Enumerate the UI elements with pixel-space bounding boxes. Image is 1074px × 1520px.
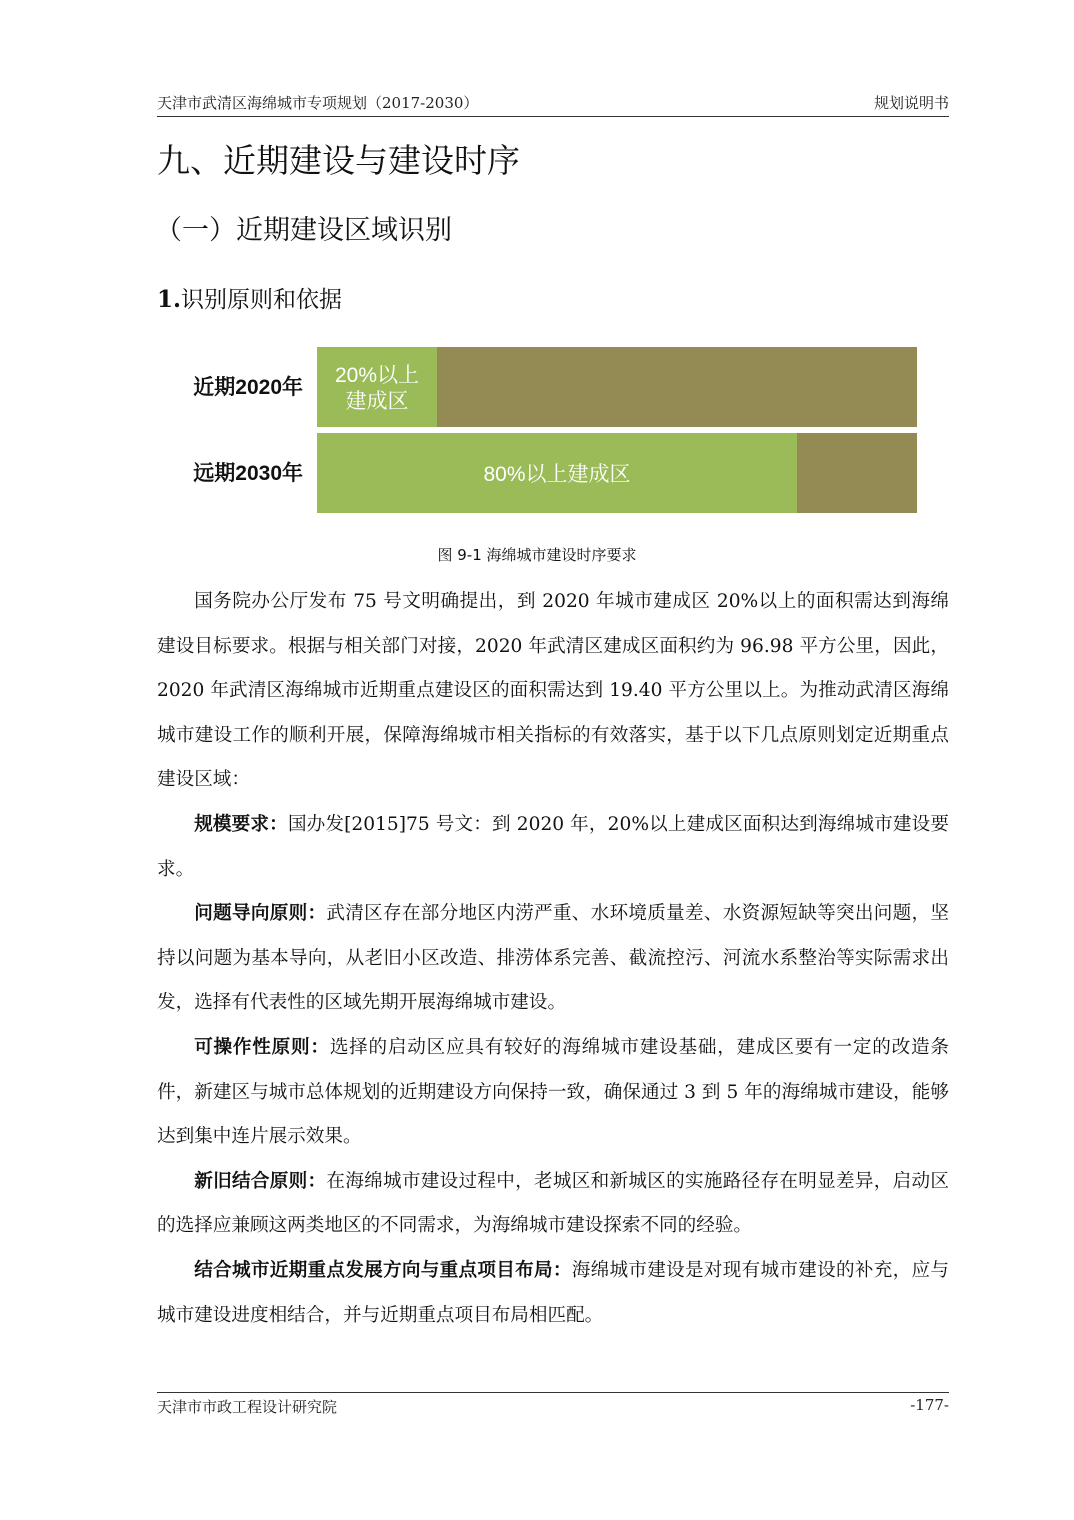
chapter-title: 九、近期建设与建设时序: [157, 141, 520, 180]
figure-caption: 图 9-1 海绵城市建设时序要求: [437, 546, 637, 564]
data-label: 20%以上: [334, 364, 420, 387]
page-header: [157, 92, 949, 116]
paragraph-text: 武清区存在部分地区内涝严重、水环境质量差、水资源短缺等突出问题，坚持以问题为基本导向，从老旧小区改造、排涝体系完善、截流控污、河流水系整治等实际需求出发，选择有代表性的区域先期开展海绵城市建设。: [157, 903, 949, 1014]
header-rule: [157, 116, 949, 117]
paragraph: [157, 1249, 949, 1338]
paragraph-lead: 规模要求：: [194, 813, 288, 835]
header-title: 天津市武清区海绵城市专项规划（2017-2030）: [157, 94, 479, 112]
paragraph: [157, 803, 949, 892]
paragraph: [157, 1160, 949, 1249]
category-label: 远期2030年: [193, 462, 303, 485]
footer-rule: [157, 1392, 949, 1393]
subsection-text: 识别原则和依据: [181, 287, 343, 313]
bar-segment: [317, 347, 437, 427]
paragraph-lead: 问题导向原则：: [194, 903, 327, 925]
paragraph-text: 选择的启动区应具有较好的海绵城市建设基础，建成区要有一定的改造条件，新建区与城市总体规划的近期建设方向保持一致，确保通过 3 到 5 年的海绵城市建设，能够达到集中连片展示效果。: [157, 1036, 949, 1148]
section-title: （一）近期建设区域识别: [155, 215, 452, 246]
category-label: 近期2020年: [193, 376, 303, 399]
paragraph-text: 国办发[2015]75 号文：到 2020 年，20%以上建成区面积达到海绵城市建设要求。: [157, 813, 949, 880]
footer-org: 天津市市政工程设计研究院: [157, 1398, 338, 1416]
paragraph-lead: 可操作性原则：: [194, 1036, 330, 1058]
paragraph-text: 在海绵城市建设过程中，老城区和新城区的实施路径存在明显差异，启动区的选择应兼顾这两类地区的不同需求，为海绵城市建设探索不同的经验。: [157, 1170, 949, 1237]
paragraph-text: 国务院办公厅发布 75 号文明确提出，到 2020 年城市建成区 20%以上的面积需达到海绵建设目标要求。根据与相关部门对接，2020 年武清区建成区面积约为 96.98 平方公里，因此，2020 年武清区海绵城市近期重点建设区的面积需达到 19.40 平方公里以上。为推动武清区海绵城市建设工作的顺利开展，保障海绵城市相关指标的有效落实，基于以下几点原则划定近期重点建设区域：: [157, 591, 949, 791]
page-number: -177-: [910, 1396, 949, 1414]
paragraph-lead: 新旧结合原则：: [194, 1170, 327, 1192]
page-footer: [157, 1396, 949, 1420]
bar-segment: [437, 347, 917, 427]
data-label: 建成区: [345, 390, 409, 413]
body-text: [157, 580, 949, 1338]
timeline-bar-chart: [157, 340, 927, 530]
paragraph-lead: 结合城市近期重点发展方向与重点项目布局：: [194, 1259, 572, 1281]
paragraph: [157, 580, 949, 803]
data-label: 80%以上建成区: [483, 463, 631, 486]
subsection-title: [157, 281, 342, 314]
bar-segment: [797, 433, 917, 513]
header-doc-type: 规划说明书: [873, 94, 949, 112]
paragraph: [157, 892, 949, 1026]
paragraph-text: 海绵城市建设是对现有城市建设的补充，应与城市建设进度相结合，并与近期重点项目布局相匹配。: [157, 1259, 949, 1326]
subsection-number: 1.: [157, 286, 182, 313]
paragraph: [157, 1026, 949, 1160]
